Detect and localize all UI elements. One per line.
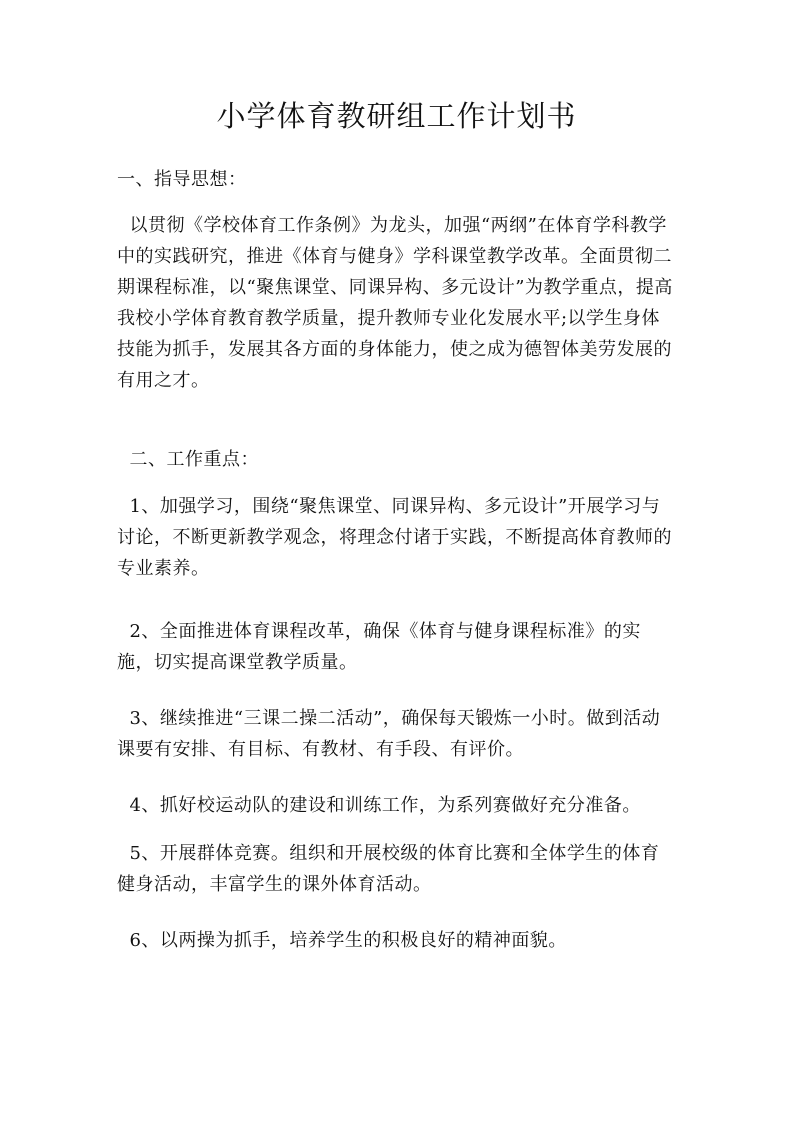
list-item: 4、抓好校运动队的建设和训练工作，为系列赛做好充分准备。: [117, 795, 641, 816]
list-item: 2、全面推进体育课程改革，确保《体育与健身课程标准》的实施，切实提高课堂教学质量。: [117, 621, 641, 673]
section-heading-guiding-thought: 一、指导思想：: [117, 169, 247, 190]
page-title: 小学体育教研组工作计划书: [216, 99, 577, 133]
section-heading-work-focus: 二、工作重点：: [117, 449, 259, 470]
list-item: 3、继续推进“三课二操二活动”，确保每天锻炼一小时。做到活动课要有安排、有目标、有教材、有手段、有评价。: [117, 708, 661, 760]
paragraph-guiding-thought: 以贯彻《学校体育工作条例》为龙头，加强“两纲”在体育学科教学中的实践研究，推进《体育与健身》学科课堂教学改革。全面贯彻二期课程标准，以“聚焦课堂、同课异构、多元设计”为教学重点，提高我校小学体育教育教学质量，提升教师专业化发展水平;以学生身体技能为抓手，发展其各方面的身体能力，使之成为德智体美劳发展的有用之才。: [117, 215, 673, 391]
list-item: 1、加强学习，围绕“聚焦课堂、同课异构、多元设计”开展学习与讨论，不断更新教学观念，将理念付诸于实践，不断提高体育教师的专业素养。: [117, 496, 672, 579]
list-item: 6、以两操为抓手，培养学生的积极良好的精神面貌。: [117, 930, 567, 951]
list-item: 5、开展群体竞赛。组织和开展校级的体育比赛和全体学生的体育健身活动，丰富学生的课外体育活动。: [117, 843, 660, 895]
